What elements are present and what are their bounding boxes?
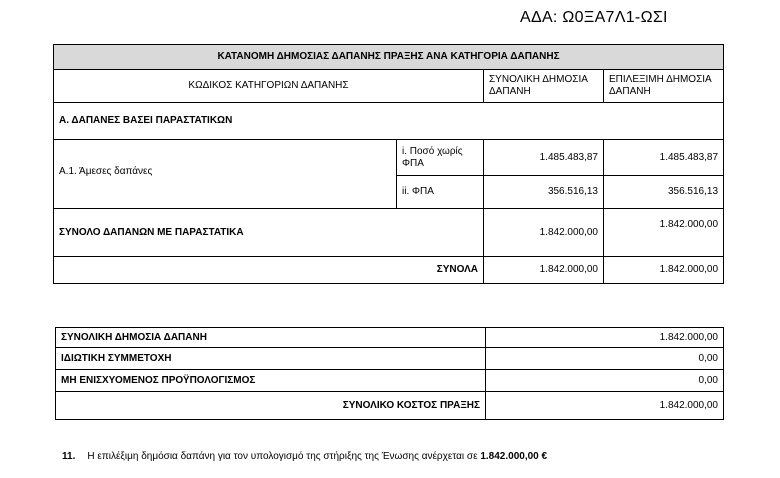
public-expense-label: ΣΥΝΟΛΙΚΗ ΔΗΜΟΣΙΑ ΔΑΠΑΝΗ bbox=[56, 328, 486, 348]
private-contribution-label: ΙΔΙΩΤΙΚΗ ΣΥΜΜΕΤΟΧΗ bbox=[56, 348, 486, 370]
expense-allocation-table bbox=[53, 44, 724, 284]
row-ii-eligible: 356.516,13 bbox=[604, 176, 724, 209]
sum-invoices-total: 1.842.000,00 bbox=[484, 209, 604, 257]
public-expense-value: 1.842.000,00 bbox=[486, 328, 724, 348]
row-i-total: 1.485.483,87 bbox=[484, 140, 604, 176]
sum-invoices-eligible: 1.842.000,00 bbox=[604, 209, 724, 257]
total-cost-value: 1.842.000,00 bbox=[486, 392, 724, 420]
sum-invoices-label: ΣΥΝΟΛΟ ΔΑΠΑΝΩΝ ΜΕ ΠΑΡΑΣΤΑΤΙΚΑ bbox=[54, 209, 484, 257]
table-title: ΚΑΤΑΝΟΜΗ ΔΗΜΟΣΙΑΣ ΔΑΠΑΝΗΣ ΠΡΑΞΗΣ ΑΝΑ ΚΑΤΗΓΟΡΙΑ ΔΑΠΑΝΗΣ bbox=[54, 45, 724, 70]
column-header-codes: ΚΩΔΙΚΟΣ ΚΑΤΗΓΟΡΙΩΝ ΔΑΠΑΝΗΣ bbox=[54, 70, 484, 103]
note-amount: 1.842.000,00 € bbox=[480, 451, 548, 462]
ada-code: ΑΔΑ: Ω0ΞΑ7Λ1-ΩΣΙ bbox=[520, 9, 668, 26]
totals-eligible: 1.842.000,00 bbox=[604, 257, 724, 284]
note-number: 11. bbox=[62, 451, 76, 462]
table-row bbox=[56, 370, 724, 392]
table-row bbox=[56, 328, 724, 348]
table-row bbox=[56, 348, 724, 370]
a1-label: Α.1. Άμεσες δαπάνες bbox=[54, 140, 397, 209]
note-text: Η επιλέξιμη δημόσια δαπάνη για τον υπολογισμό της στήριξης της Ένωσης ανέρχεται σε bbox=[87, 451, 481, 462]
section-a-heading: Α. ΔΑΠΑΝΕΣ ΒΑΣΕΙ ΠΑΡΑΣΤΑΤΙΚΩΝ bbox=[54, 103, 724, 140]
row-i-label: i. Ποσό χωρίς ΦΠΑ bbox=[397, 140, 484, 176]
row-i-eligible: 1.485.483,87 bbox=[604, 140, 724, 176]
eligible-expense-note bbox=[62, 451, 547, 462]
column-header-total: ΣΥΝΟΛΙΚΗ ΔΗΜΟΣΙΑ ΔΑΠΑΝΗ bbox=[484, 70, 604, 103]
row-ii-label: ii. ΦΠΑ bbox=[397, 176, 484, 209]
column-header-eligible: ΕΠΙΛΕΞΙΜΗ ΔΗΜΟΣΙΑ ΔΑΠΑΝΗ bbox=[604, 70, 724, 103]
private-contribution-value: 0,00 bbox=[486, 348, 724, 370]
total-cost-label: ΣΥΝΟΛΙΚΟ ΚΟΣΤΟΣ ΠΡΑΞΗΣ bbox=[56, 392, 486, 420]
totals-total: 1.842.000,00 bbox=[484, 257, 604, 284]
project-cost-table bbox=[55, 327, 724, 420]
non-funded-budget-value: 0,00 bbox=[486, 370, 724, 392]
table-row bbox=[56, 392, 724, 420]
row-ii-total: 356.516,13 bbox=[484, 176, 604, 209]
non-funded-budget-label: ΜΗ ΕΝΙΣΧΥΟΜΕΝΟΣ ΠΡΟΫΠΟΛΟΓΙΣΜΟΣ bbox=[56, 370, 486, 392]
totals-label: ΣΥΝΟΛΑ bbox=[54, 257, 484, 284]
